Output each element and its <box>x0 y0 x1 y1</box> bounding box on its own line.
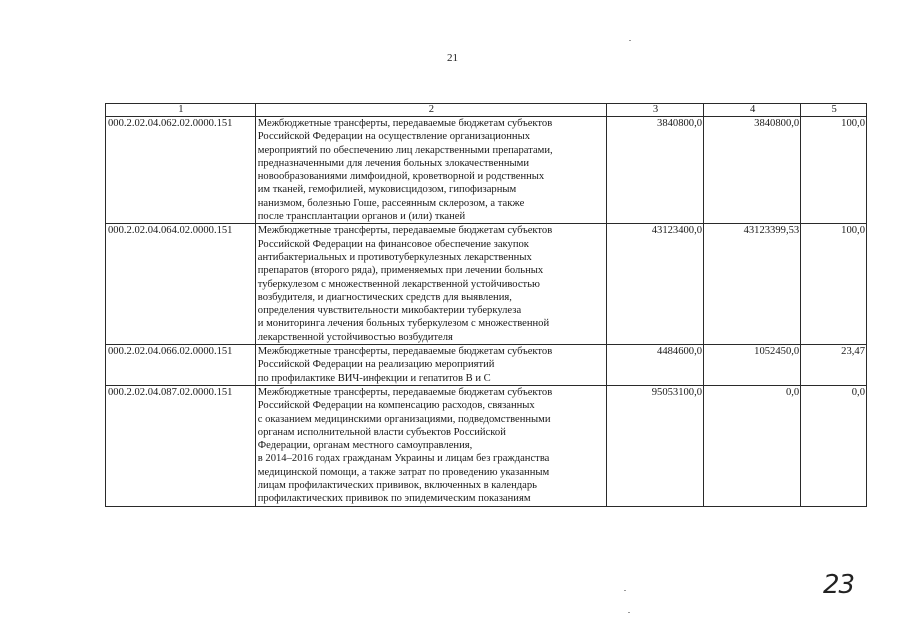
description-line: Российской Федерации на финансовое обеспечение закупок <box>257 238 529 250</box>
scan-speck <box>624 590 626 591</box>
description-line: Межбюджетные трансферты, передаваемые бюджетам субъектов <box>257 225 553 237</box>
budget-code: 000.2.02.04.087.02.0000.151 <box>106 385 256 506</box>
description-line: антибактериальных и противотуберкулезных лекарственных <box>257 251 532 263</box>
execution-percent: 23,47 <box>801 345 867 386</box>
description-line: нанизмом, болезнью Гоше, рассеянным склерозом, а также <box>257 197 525 209</box>
description-line: препаратов (второго ряда), применяемых при лечении больных <box>257 265 544 277</box>
table-row <box>106 385 867 506</box>
description-line: Российской Федерации на компенсацию расходов, связанных <box>257 400 535 412</box>
scan-speck <box>628 612 630 613</box>
description-line: Российской Федерации на реализацию мероприятий <box>257 359 495 371</box>
budget-code: 000.2.02.04.066.02.0000.151 <box>106 345 256 386</box>
planned-amount: 4484600,0 <box>606 345 703 386</box>
header-col-3: 3 <box>606 104 703 117</box>
actual-amount: 43123399,53 <box>704 224 801 345</box>
table-header-row <box>106 104 867 117</box>
table-row <box>106 224 867 345</box>
budget-code: 000.2.02.04.064.02.0000.151 <box>106 224 256 345</box>
description-line: лицам профилактических прививок, включенных в календарь <box>257 480 537 492</box>
execution-percent: 100,0 <box>801 117 867 224</box>
budget-code: 000.2.02.04.062.02.0000.151 <box>106 117 256 224</box>
header-col-1: 1 <box>106 104 256 117</box>
description <box>255 385 606 506</box>
description-line: туберкулезом с множественной лекарственной устойчивостью <box>257 278 540 290</box>
budget-table <box>105 103 867 507</box>
description-line: мероприятий по обеспечению лиц лекарственными препаратами, <box>257 144 553 156</box>
description <box>255 345 606 386</box>
description-line: Российской Федерации на осуществление организационных <box>257 131 530 143</box>
execution-percent: 100,0 <box>801 224 867 345</box>
description <box>255 224 606 345</box>
header-col-5: 5 <box>801 104 867 117</box>
description-line: с оказанием медицинскими организациями, подведомственными <box>257 413 551 425</box>
description-line: новообразованиями лимфоидной, кроветворной и родственных <box>257 171 545 183</box>
description-line: им тканей, гемофилией, муковисцидозом, гипофизарным <box>257 184 517 196</box>
planned-amount: 43123400,0 <box>606 224 703 345</box>
page-number: 21 <box>447 52 458 64</box>
description-line: по профилактике ВИЧ-инфекции и гепатитов B и C <box>257 372 491 384</box>
description <box>255 117 606 224</box>
description-line: после трансплантации органов и (или) тканей <box>257 211 466 223</box>
description-line: лекарственной устойчивостью возбудителя <box>257 331 453 343</box>
description-line: возбудителя, и диагностических средств для выявления, <box>257 291 512 303</box>
planned-amount: 95053100,0 <box>606 385 703 506</box>
actual-amount: 3840800,0 <box>704 117 801 224</box>
description-line: органам исполнительной власти субъектов Российской <box>257 426 506 438</box>
description-line: Межбюджетные трансферты, передаваемые бюджетам субъектов <box>257 346 553 358</box>
table-row <box>106 345 867 386</box>
description-line: Межбюджетные трансферты, передаваемые бюджетам субъектов <box>257 386 553 398</box>
table-row <box>106 117 867 224</box>
description-line: профилактических прививок по эпидемическим показаниям <box>257 493 531 505</box>
header-col-4: 4 <box>704 104 801 117</box>
actual-amount: 1052450,0 <box>704 345 801 386</box>
scan-speck <box>629 40 631 41</box>
header-col-2: 2 <box>255 104 606 117</box>
description-line: медицинской помощи, а также затрат по проведению указанным <box>257 466 550 478</box>
description-line: и мониторинга лечения больных туберкулезом с множественной <box>257 318 550 330</box>
description-line: Федерации, органам местного самоуправления, <box>257 440 473 452</box>
actual-amount: 0,0 <box>704 385 801 506</box>
description-line: определения чувствительности микобактерии туберкулеза <box>257 305 522 317</box>
planned-amount: 3840800,0 <box>606 117 703 224</box>
description-line: предназначенными для лечения больных злокачественными <box>257 157 530 169</box>
handwritten-page-number: 23 <box>823 570 855 600</box>
description-line: в 2014–2016 годах гражданам Украины и лицам без гражданства <box>257 453 550 465</box>
execution-percent: 0,0 <box>801 385 867 506</box>
description-line: Межбюджетные трансферты, передаваемые бюджетам субъектов <box>257 118 553 129</box>
